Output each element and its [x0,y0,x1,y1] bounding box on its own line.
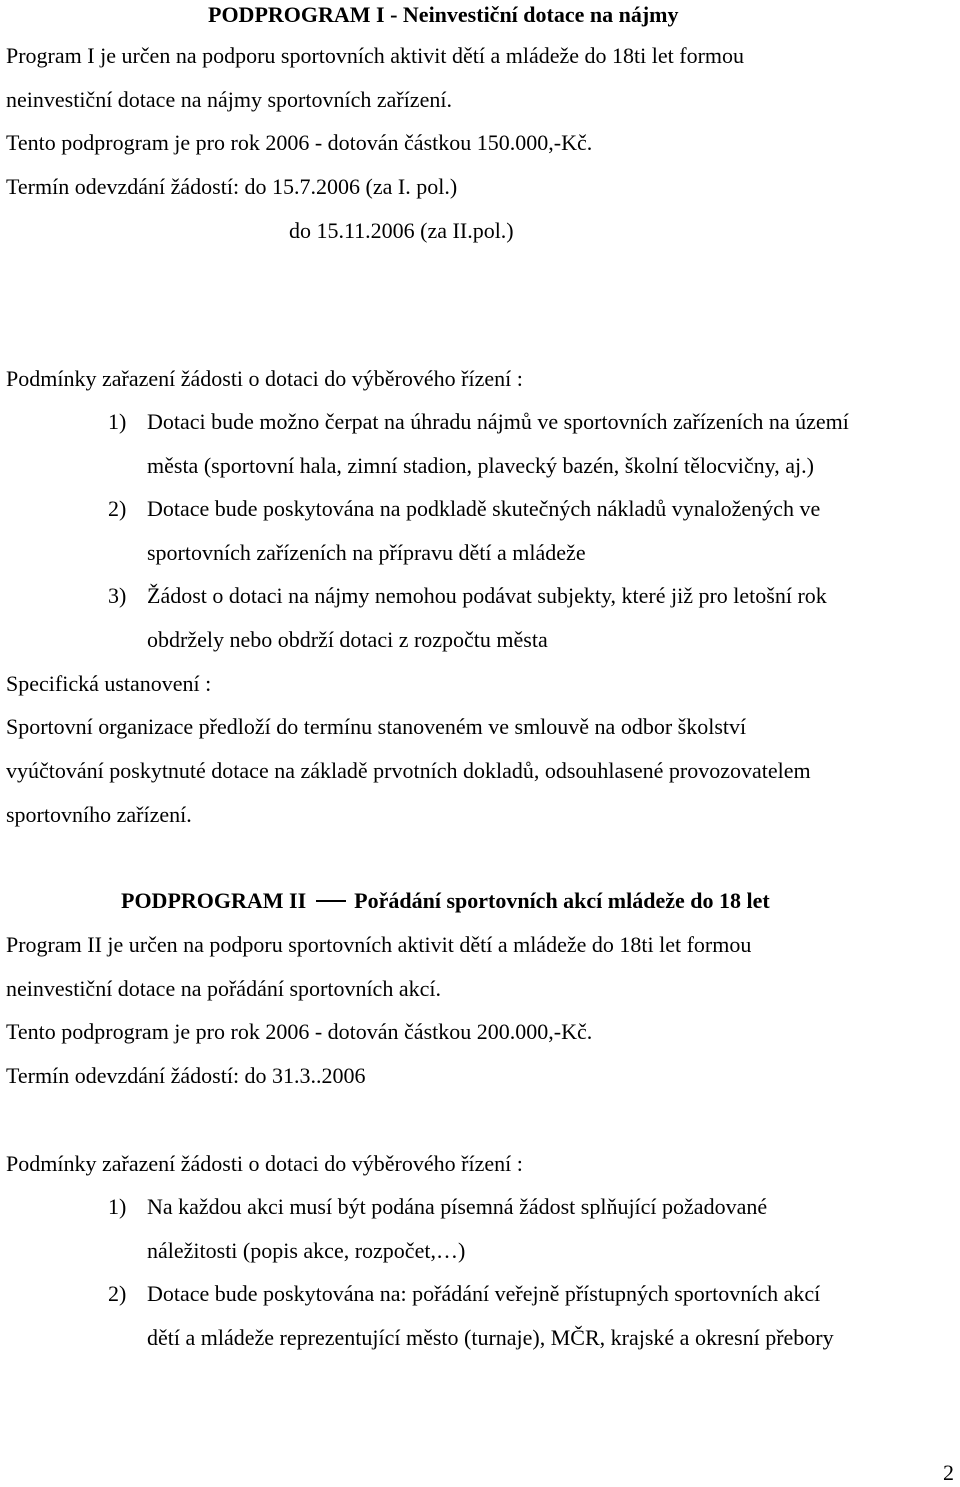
p2-intro-line2: neinvestiční dotace na pořádání sportovních akcí. [6,976,441,1001]
p2-amount: Tento podprogram je pro rok 2006 - dotován částkou 200.000,-Kč. [6,1019,593,1044]
p1-item-number: 2) [108,496,127,521]
p1-title: PODPROGRAM I - Neinvestiční dotace na nájmy [208,2,679,27]
p1-item-text: města (sportovní hala, zimní stadion, plavecký bazén, školní tělocvičny, aj.) [147,453,814,478]
p1-specific-heading: Specifická ustanovení : [6,671,212,696]
p1-item-number: 1) [108,409,127,434]
p2-item-number: 1) [108,1194,127,1219]
p2-item-text: dětí a mládeže reprezentující město (turnaje), MČR, krajské a okresní přebory [147,1325,834,1350]
p1-item-text: Dotace bude poskytována na podkladě skutečných nákladů vynaložených ve [147,496,821,521]
p2-intro-line1: Program II je určen na podporu sportovních aktivit dětí a mládeže do 18ti let formou [6,932,752,957]
p2-title [121,888,770,914]
p1-item-text: Žádost o dotaci na nájmy nemohou podávat subjekty, které již pro letošní rok [147,583,827,608]
p2-title-right: Pořádání sportovních akcí mládeže do 18 let [354,888,770,913]
p1-specific-line1: Sportovní organizace předloží do termínu stanoveném ve smlouvě na odbor školství [6,714,747,739]
p1-deadline1: Termín odevzdání žádostí: do 15.7.2006 (za I. pol.) [6,174,458,199]
p1-item-text: sportovních zařízeních na přípravu dětí a mládeže [147,540,586,565]
p1-item-number: 3) [108,583,127,608]
p1-specific-line3: sportovního zařízení. [6,802,192,827]
p1-intro-line2: neinvestiční dotace na nájmy sportovních zařízení. [6,87,452,112]
p2-item-text: náležitosti (popis akce, rozpočet,…) [147,1238,466,1263]
p2-deadline: Termín odevzdání žádostí: do 31.3..2006 [6,1063,366,1088]
p2-item-text: Dotace bude poskytována na: pořádání veřejně přístupných sportovních akcí [147,1281,821,1306]
p2-title-left: PODPROGRAM II [121,888,307,913]
p2-item-text: Na každou akci musí být podána písemná žádost splňující požadované [147,1194,768,1219]
p1-amount: Tento podprogram je pro rok 2006 - dotován částkou 150.000,-Kč. [6,130,593,155]
p1-conditions-heading: Podmínky zařazení žádosti o dotaci do výběrového řízení : [6,366,523,391]
page-number: 2 [943,1460,954,1485]
p2-conditions-heading: Podmínky zařazení žádosti o dotaci do výběrového řízení : [6,1151,523,1176]
p1-intro-line1: Program I je určen na podporu sportovních aktivit dětí a mládeže do 18ti let formou [6,43,745,68]
p1-item-text: obdržely nebo obdrží dotaci z rozpočtu města [147,627,548,652]
p1-item-text: Dotaci bude možno čerpat na úhradu nájmů ve sportovních zařízeních na území [147,409,849,434]
title-dash [316,900,346,902]
p1-specific-line2: vyúčtování poskytnuté dotace na základě prvotních dokladů, odsouhlasené provozovatelem [6,758,811,783]
p1-deadline2: do 15.11.2006 (za II.pol.) [289,218,514,243]
p2-item-number: 2) [108,1281,127,1306]
